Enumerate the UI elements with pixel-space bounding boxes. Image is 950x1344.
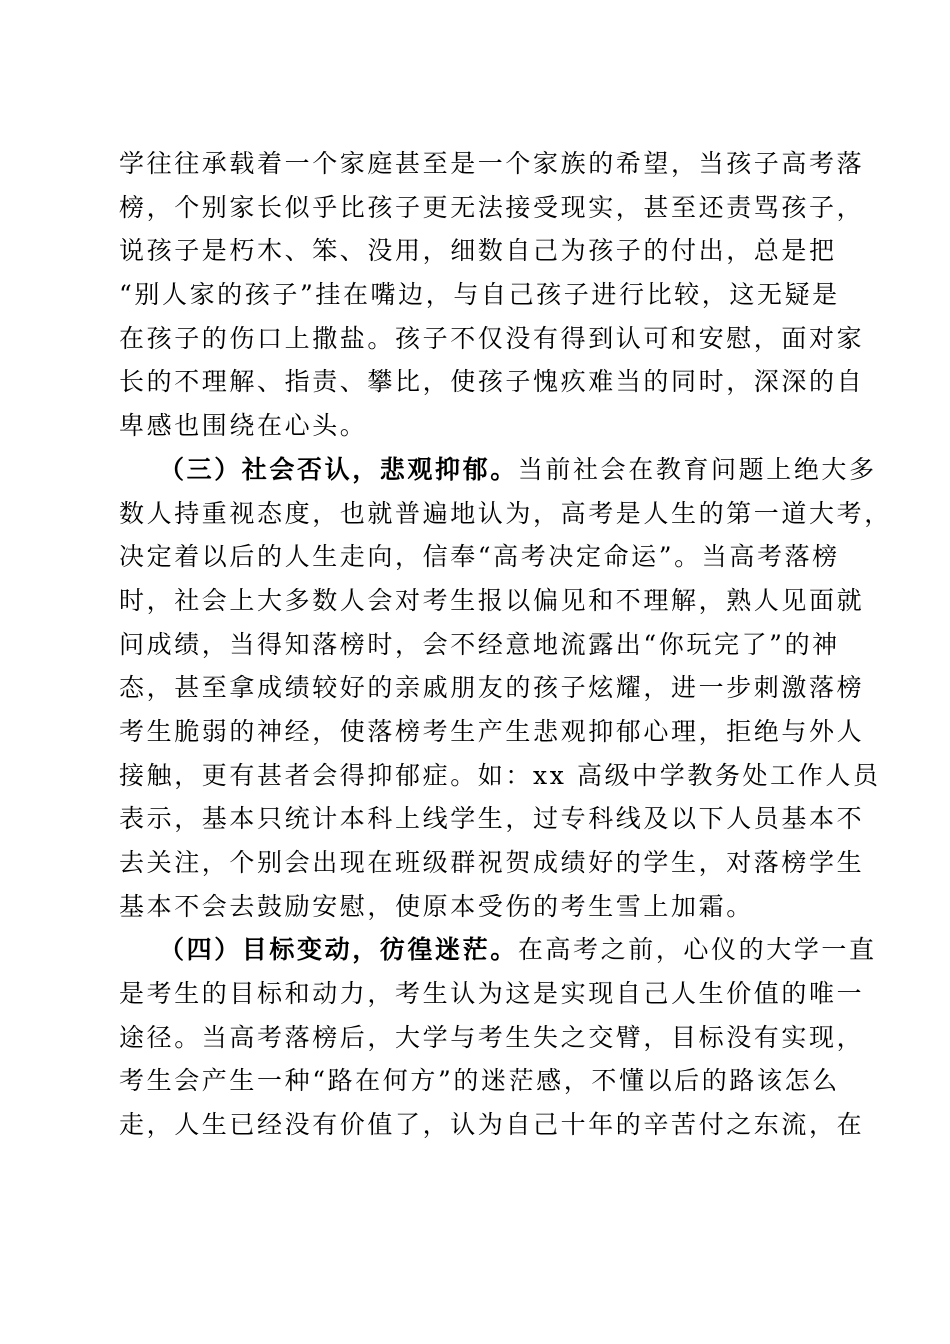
- text-segment: 时，社会上大多数人会对考生报以偏见和不理解，熟人见面就: [119, 585, 865, 615]
- text-segment: 说孩子是朽木、笨、没用，细数自己为孩子的付出，总是把: [119, 236, 837, 266]
- text-line: [119, 1103, 865, 1147]
- section-heading: （三）社会否认，悲观抑郁。: [159, 454, 518, 484]
- text-segment: 态，甚至拿成绩较好的亲戚朋友的孩子炫耀，进一步刺激落榜: [119, 673, 865, 703]
- text-segment: 当前社会在教育问题上绝大多: [517, 454, 877, 484]
- text-segment: 基本不会去鼓励安慰，使原本受伤的考生雪上加霜。: [119, 891, 754, 921]
- text-segment: 考生会产生一种“路在何方”的迷茫感，不懂以后的路该怎么: [119, 1066, 840, 1096]
- text-segment: 表示，基本只统计本科上线学生，过专科线及以下人员基本不: [119, 804, 865, 834]
- text-segment: 榜，个别家长似乎比孩子更无法接受现实，甚至还责骂孩子，: [119, 192, 865, 222]
- text-line: [119, 754, 881, 798]
- text-segment: 学往往承载着一个家庭甚至是一个家族的希望，当孩子高考落: [119, 149, 865, 178]
- text-segment: 是考生的目标和动力，考生认为这是实现自己人生价值的唯一: [119, 979, 865, 1009]
- text-line: [119, 492, 892, 536]
- text-line: [119, 579, 865, 623]
- text-line: [119, 535, 840, 579]
- text-segment: 途径。当高考落榜后，大学与考生失之交臂，目标没有实现，: [119, 1022, 865, 1052]
- body-text: [119, 142, 892, 1147]
- text-line: [119, 1016, 865, 1060]
- text-segment: “别人家的孩子”挂在嘴边，与自己孩子进行比较，这无疑是: [119, 280, 840, 310]
- text-line: [119, 360, 865, 404]
- text-segment: 问成绩，当得知落榜时，会不经意地流露出“你玩完了”的神: [119, 629, 840, 659]
- text-segment: 去关注，个别会出现在班级群祝贺成绩好的学生，对落榜学生: [119, 848, 865, 877]
- text-segment: 数人持重视态度，也就普遍地认为，高考是人生的第一道大考，: [119, 498, 892, 528]
- text-line: [119, 972, 865, 1016]
- paragraph-first-line: [119, 928, 877, 972]
- paragraph-first-line: [119, 448, 877, 492]
- text-line: [119, 273, 840, 317]
- section-heading: （四）目标变动，彷徨迷茫。: [159, 935, 518, 965]
- text-segment: 走，人生已经没有价值了，认为自己十年的辛苦付之东流，在: [119, 1110, 865, 1140]
- text-line: [119, 317, 865, 361]
- text-line: [119, 186, 865, 230]
- text-line: [119, 1059, 840, 1103]
- text-segment: 长的不理解、指责、攀比，使孩子愧疚难当的同时，深深的自: [119, 367, 865, 397]
- text-line: [119, 841, 865, 885]
- text-line: [119, 404, 829, 448]
- text-line: [119, 797, 865, 841]
- text-segment: 在高考之前，心仪的大学一直: [517, 935, 877, 965]
- text-segment: 卑感也围绕在心头。: [119, 411, 368, 441]
- text-segment: 在孩子的伤口上撒盐。孩子不仅没有得到认可和安慰，面对家: [119, 323, 865, 353]
- text-segment: 接触，更有甚者会得抑郁症。如：xx 高级中学教务处工作人员: [119, 760, 881, 790]
- text-line: [119, 710, 865, 754]
- text-line: [119, 229, 837, 273]
- text-segment: 考生脆弱的神经，使落榜考生产生悲观抑郁心理，拒绝与外人: [119, 716, 865, 746]
- text-line: [119, 142, 865, 186]
- text-line: [119, 885, 829, 929]
- text-line: [119, 666, 865, 710]
- text-segment: 决定着以后的人生走向，信奉“高考决定命运”。当高考落榜: [119, 542, 840, 572]
- text-line: [119, 623, 840, 667]
